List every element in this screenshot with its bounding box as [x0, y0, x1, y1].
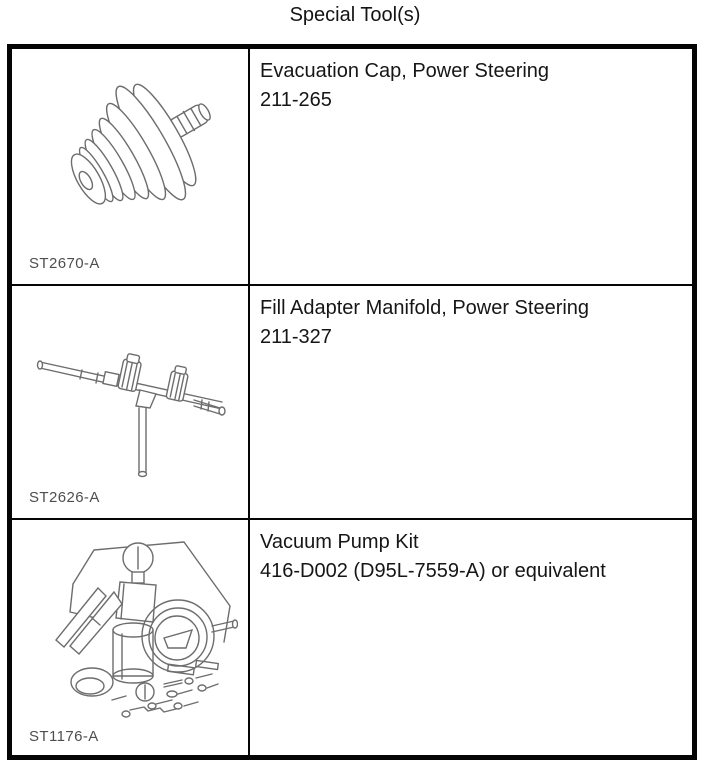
tool-image-cell: [12, 520, 250, 755]
tool-number: 416-D002 (D95L-7559-A) or equivalent: [260, 560, 606, 582]
page-title: Special Tool(s): [289, 4, 421, 26]
fill-adapter-manifold-illustration-icon: [24, 326, 238, 486]
tool-number: 211-327: [260, 326, 332, 348]
tool-description-cell: [250, 520, 692, 755]
tool-description-cell: [250, 49, 692, 284]
tool-name: Evacuation Cap, Power Steering: [260, 60, 550, 82]
evacuation-cap-illustration-icon: [30, 55, 232, 255]
vacuum-pump-kit-illustration-icon: [26, 526, 238, 730]
tool-name: Fill Adapter Manifold, Power Steering: [260, 297, 590, 319]
tool-image-cell: [12, 286, 250, 518]
image-label: ST1176-A: [29, 728, 99, 745]
tool-image-cell: [12, 49, 250, 284]
image-label: ST2626-A: [29, 489, 100, 506]
tool-description-cell: [250, 286, 692, 518]
tool-number: 211-265: [260, 89, 332, 111]
table-row: [12, 518, 692, 755]
table-row: [12, 49, 692, 284]
special-tools-table: [7, 44, 697, 760]
table-row: [12, 284, 692, 518]
image-label: ST2670-A: [29, 255, 100, 272]
tool-name: Vacuum Pump Kit: [260, 531, 419, 553]
